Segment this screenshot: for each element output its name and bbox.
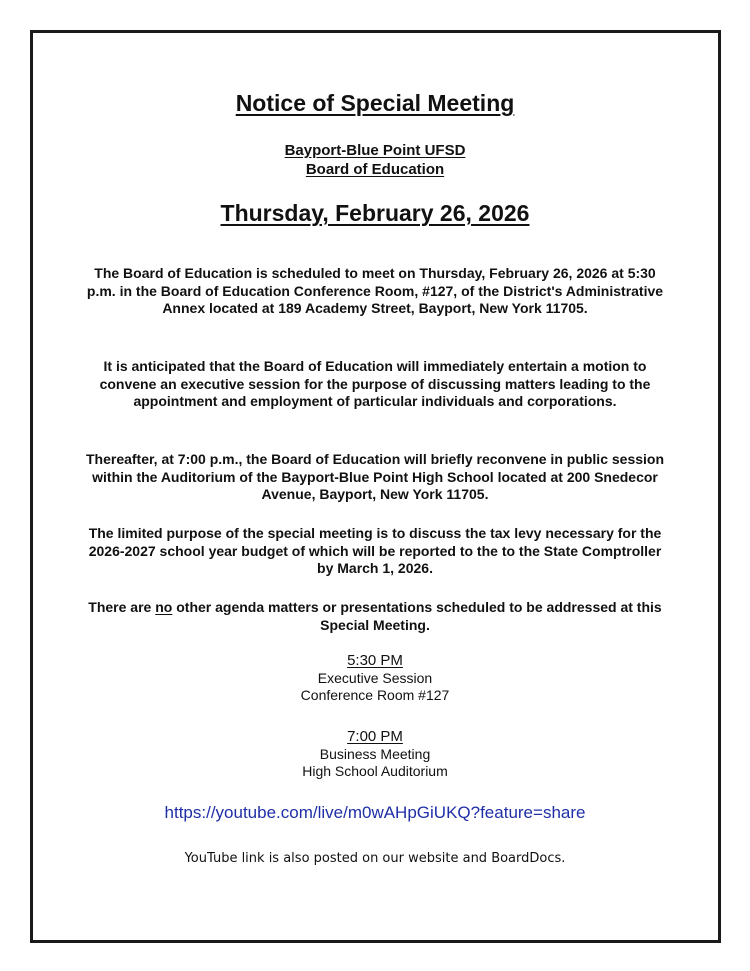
schedule-item-business [0,728,750,781]
footer-note: YouTube link is also posted on our website and BoardDocs. [184,851,566,866]
paragraph-purpose: The limited purpose of the special meeting is to discuss the tax levy necessary for the 2026-2027 school year budget of which will be reported to the to the State Comptroller by March 1, 2026. [88,525,662,576]
youtube-link[interactable]: https://youtube.com/live/m0wAHpGiUKQ?feature=share [164,803,586,822]
meeting-date: Thursday, February 26, 2026 [220,200,530,226]
schedule-session: Business Meeting [319,745,431,762]
page-title: Notice of Special Meeting [235,90,515,116]
schedule-time: 5:30 PM [347,652,403,669]
paragraph-reconvene: Thereafter, at 7:00 p.m., the Board of Education will briefly reconvene in public session within the Auditorium of the Bayport-Blue Point High School located at 200 Snedecor Avenue, Bayport, New York 11705. [85,451,665,502]
paragraph5-end: other agenda matters or presentations scheduled to be addressed at this Special Meeting. [172,599,662,633]
schedule-location: Conference Room #127 [300,687,450,703]
paragraph-no-other-matters [80,599,670,634]
emphasis-no: no [155,599,173,615]
schedule-session: Executive Session [317,669,433,686]
schedule-time: 7:00 PM [347,728,403,745]
board-name: Board of Education [305,161,445,178]
schedule-item-executive [0,652,750,705]
organization-heading [0,141,750,179]
schedule-location: High School Auditorium [302,763,448,779]
paragraph-meeting-details: The Board of Education is scheduled to meet on Thursday, February 26, 2026 at 5:30 p.m. in the Board of Education Conference Room, #127, of the District's Administrative Annex located at 189 Academy Street, Bayport, New York 11705. [86,265,664,316]
paragraph-executive-session: It is anticipated that the Board of Education will immediately entertain a motion to convene an executive session for the purpose of discussing matters leading to the appointment and employment of particular individuals and corporations. [99,358,651,409]
district-name: Bayport-Blue Point UFSD [284,142,466,159]
paragraph5-start: There are [88,599,156,615]
